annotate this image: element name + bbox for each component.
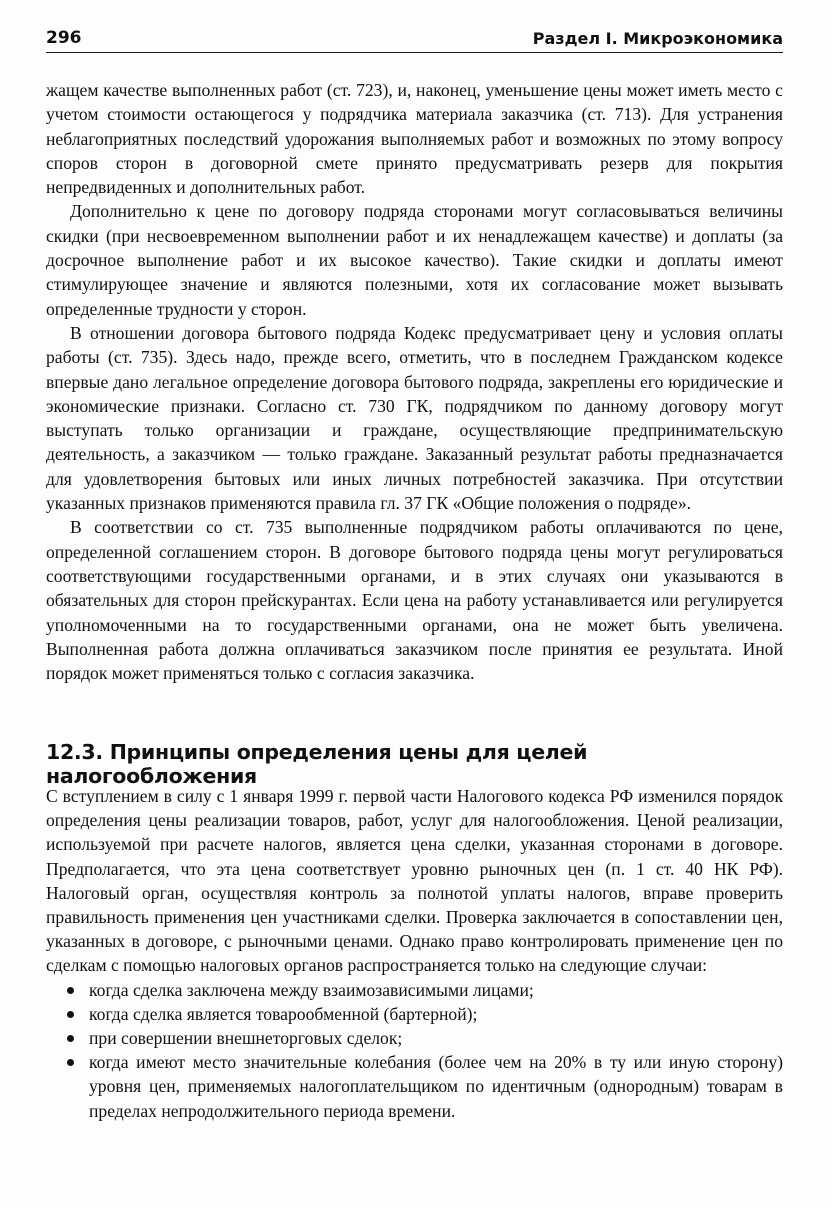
paragraph: жащем качестве выполненных работ (ст. 723), и, наконец, уменьшение цены может иметь место с учетом стоимости остающегося у подрядчика материала заказчика (ст. 713). Для устранения неблагоприятных последствий удорожания выполняемых работ и возможных по этому вопросу споров сторон в договорной смете принято предусматривать резерв для покрытия непредвиденных и дополнительных работ. — [46, 80, 783, 198]
body-text — [46, 78, 783, 685]
list-item — [46, 978, 783, 1002]
bullet-list — [46, 978, 783, 1123]
bullet-icon — [67, 1035, 74, 1042]
paragraph: Дополнительно к цене по договору подряда сторонами могут согласовываться величины скидки (при несвоевременном выполнении работ и их ненадлежащем качестве) и доплаты (за досрочное выполнение работ и их высокое качество). Такие скидки и доплаты имеют стимулирующее значение и являются полезными, хотя их согласование может вызывать определенные трудности у сторон. — [46, 201, 783, 319]
list-item — [46, 1050, 783, 1123]
list-item-text: когда сделка заключена между взаимозависимыми лицами; — [89, 979, 534, 1000]
paragraph: В отношении договора бытового подряда Кодекс предусматривает цену и условия оплаты работы (ст. 735). Здесь надо, прежде всего, отметить, что в последнем Гражданском кодексе впервые дано легальное определение договора бытового подряда, закреплены его юридические и экономические признаки. Согласно ст. 730 ГК, подрядчиком по данному договору могут выступать только организации и граждане, осуществляющие предпринимательскую деятельность, а заказчиком — только граждане. Заказанный результат работы предназначается для удовлетворения бытовых или иных личных потребностей заказчика. При отсутствии указанных признаков применяются правила гл. 37 ГК «Общие положения о подряде». — [46, 322, 783, 514]
list-item-text: при совершении внешнеторговых сделок; — [89, 1028, 403, 1049]
page-number: 296 — [46, 28, 82, 48]
list-item — [46, 1002, 783, 1026]
list-item-text: когда сделка является товарообменной (бартерной); — [89, 1003, 478, 1024]
section-intro: С вступлением в силу с 1 января 1999 г. первой части Налогового кодекса РФ изменился порядок определения цены реализации товаров, работ, услуг для налогообложения. Ценой реализации, используемой при расчете налогов, является цена сделки, указанная сторонами в договоре. Предполагается, что эта цена соответствует уровню рыночных цен (п. 1 ст. 40 НК РФ). Налоговый орган, осуществляя контроль за полнотой уплаты налогов, вправе проверить правильность применения цен участниками сделки. Проверка заключается в сопоставлении цен, указанных в договоре, с рыночными ценами. Однако право контролировать применение цен по сделкам с помощью налоговых органов распространяется только на следующие случаи: — [46, 786, 783, 976]
bullet-icon — [67, 1011, 74, 1018]
list-item-text: когда имеют место значительные колебания (более чем на 20% в ту или иную сторону) уровня цен, применяемых налогоплательщиком по идентичным (однородным) товарам в пределах непродолжительного периода времени. — [89, 1052, 783, 1121]
bullet-icon — [67, 1059, 74, 1066]
page-header — [46, 26, 783, 53]
bullet-icon — [67, 987, 74, 994]
list-item — [46, 1026, 783, 1050]
paragraph: В соответствии со ст. 735 выполненные подрядчиком работы оплачиваются по цене, определенной соглашением сторон. В договоре бытового подряда цены могут регулироваться соответствующими государственными органами, и в этих случаях они указываются в обязательных для сторон прейскурантах. Если цена на работу устанавливается или регулируется уполномоченными на то государственными органами, она не может быть увеличена. Выполненная работа должна оплачиваться заказчиком после принятия ее результата. Иной порядок может применяться только с согласия заказчика. — [46, 517, 783, 684]
running-head: Раздел I. Микроэкономика — [532, 29, 783, 48]
section-heading: 12.3. Принципы определения цены для целей налогообложения — [46, 740, 588, 788]
section-body — [46, 784, 783, 1123]
